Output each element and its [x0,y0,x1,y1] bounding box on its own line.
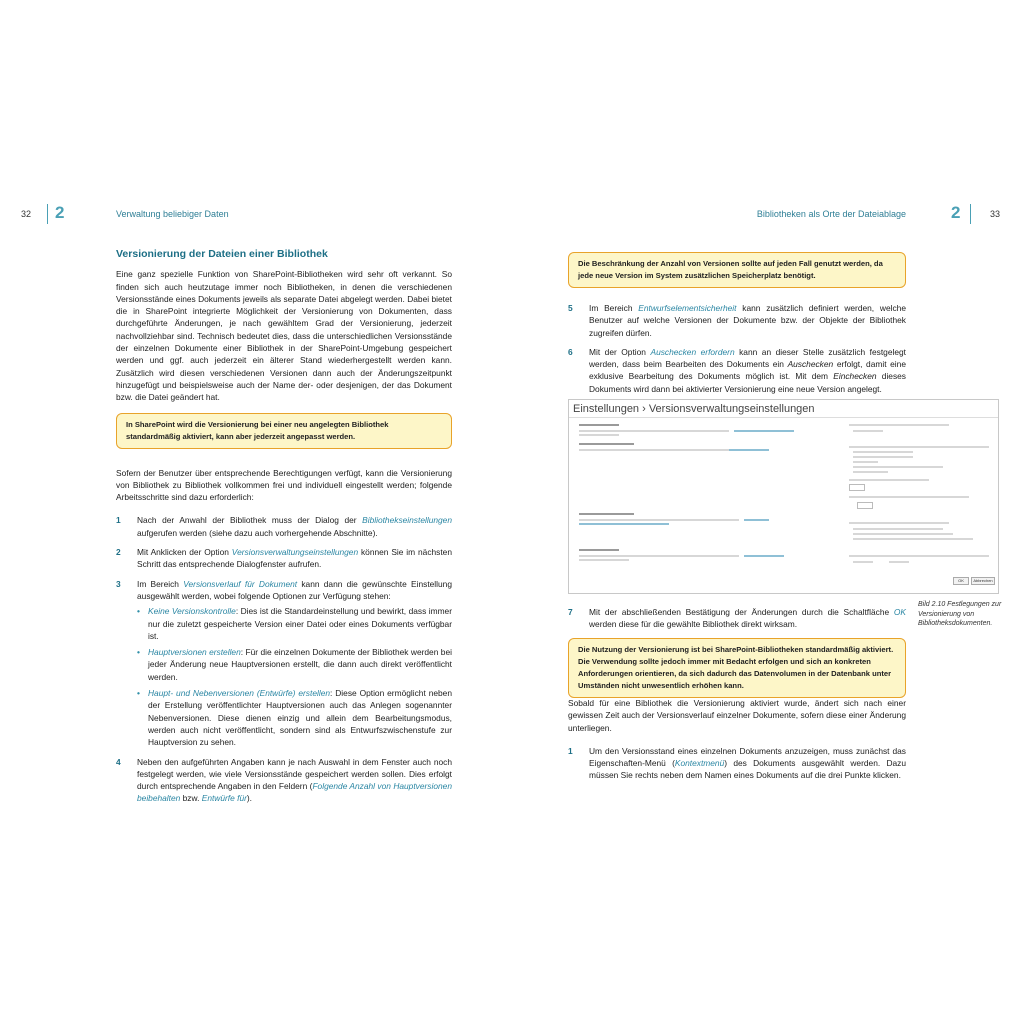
step-item: 1 Um den Versionsstand eines einzelnen Dokuments anzuzeigen, muss zunächst das Eigenschaften-Menü (Kontextmenü) des Dokuments ausgewählt werden. Dazu müssen Sie rechts neben dem Namen eines Dokuments auf die drei Punkte klicken. [568,745,907,781]
cancel-button[interactable]: Abbrechen [971,577,995,585]
page-number-right: 33 [990,209,1001,219]
figure-caption: Bild 2.10 Festlegungen zur Versionierung von Bibliotheksdokumenten. [918,601,1002,627]
step-item: 5 Im Bereich Entwurfselementsicherheit kann zusätzlich definiert werden, welche Benutzer auf welche Versionen der Dokumente bzw. der Objekte der Bibliothek zugreifen dürfen. [568,303,906,338]
ok-button[interactable]: OK [953,577,969,585]
option-item: • Haupt- und Nebenversionen (Entwürfe) erstellen: Diese Option ermöglicht neben der Erstellung veröffentlichter Hauptversionen auch das Anlegen sogenannter Nebenversionen. Diese dienen einzig und allein dem Bearbeitungsmodus, werden auch nicht veröffentlicht, sondern sind als Entwurfszwischenstufe zur Hauptversion zu sehen. [137,688,452,748]
step-item: 7 Mit der abschließenden Bestätigung der Änderungen durch die Schaltfläche OK werden diese für die gewählte Bibliothek direkt wirksam. [568,607,906,630]
right-steps-top [568,302,906,402]
link-versionsverwaltungseinstellungen: Versionsverwaltungseinstellungen [231,547,359,558]
header-divider-left [47,204,48,224]
step-item [116,756,452,805]
screenshot-title: Einstellungen › Versionsverwaltungseinstellungen [569,400,998,418]
intro-paragraph: Eine ganz spezielle Funktion von SharePoint-Bibliotheken wird sehr oft verkannt. So finden sich auch heutzutage immer noch Bibliotheken, in denen die verschiedenen Versionsstände eines Dokuments jeweils als separate Datei abgelegt werden. Dabei bietet die in SharePoint integrierte Möglichkeit der Versionierung von Dokumenten, dass durchgeführte Änderungen, je nach gewähltem Grad der Versionierung, jederzeit nachvollziehbar sind. Technisch bedeutet dies, dass die unterschiedlichen Versionsstände der einzelnen Dokumente einer Bibliothek in der SharePoint-Umgebung gespeichert werden und ggf. auch jederzeit ein älterer Stand wiederhergestellt werden kann. Zusätzlich wird diesen verschiedenen Versionen dann auch der Änderungszeitpunkt hinzugefügt und beispielsweise auch der Name der- oder desjenigen, der das Dokument bzw. die Datei geändert hat. [116,269,452,403]
section-title: Versionierung der Dateien einer Bibliothek [116,248,328,260]
step-number: 1 [116,515,121,526]
chapter-number-left: 2 [55,203,65,222]
step-number: 2 [116,547,121,558]
chapter-number-right: 2 [951,203,961,222]
option-item: • Hauptversionen erstellen: Für die einzelnen Dokumente der Bibliothek werden bei jeder Änderung neue Hauptversionen erstellt, die dann auch direkt veröffentlicht werden. [137,647,452,682]
page-number-left: 32 [21,209,32,219]
right-step7 [568,606,906,638]
link-bibliothekseinstellungen: Bibliothekseinstellungen [362,515,452,526]
step-item: 6 Mit der Option Auschecken erfordern kann an dieser Stelle zusätzlich festgelegt werden, dass beim Bearbeiten des Dokuments ein Auschecken erfolgt, damit eine exklusive Bearbeitung des Dokuments möglich ist. Mit dem Einchecken dieses Dokuments wird dann bei aktivierter Versionierung eine neue Version angelegt. [568,346,906,394]
screenshot-body [569,418,998,588]
bullet-icon: • [137,647,140,658]
running-head-right: Bibliotheken als Orte der Dateiablage [756,209,906,219]
step-number: 4 [116,756,121,767]
option-item: • Keine Versionskontrolle: Dies ist die Standardeinstellung und bewirkt, dass immer nur die zuletzt gespeicherte Version einer Datei oder eines Dokuments verfügbar ist. [137,606,452,641]
info-note-bottom: Die Nutzung der Versionierung ist bei SharePoint-Bibliotheken standardmäßig aktiviert. Die Verwendung sollte jedoch immer mit Bedacht erfolgen und sich an konkreten Anforderungen orientieren, da sich dadurch das Datenvolumen in der Datenbank unter Umständen nicht unwesentlich erhöhen kann. [568,638,906,698]
step-text: Nach der Anwahl der Bibliothek muss der Dialog der Bibliothekseinstellungen aufgerufen werden (siehe dazu auch vorhergehende Abschnitte). [137,515,452,538]
info-note-top: Die Beschränkung der Anzahl von Versionen sollte auf jeden Fall genutzt werden, da jede neue Version im System zusätzlichen Speicherplatz benötigt. [568,252,906,288]
step-text: Mit Anklicken der Option Versionsverwaltungseinstellungen können Sie im nächsten Schritt das entsprechende Dialogfenster aufrufen. [137,547,452,570]
step-number: 3 [116,578,121,589]
header-divider-right [970,204,971,224]
running-head-left: Verwaltung beliebiger Daten [116,209,229,219]
step-item [116,514,452,539]
berechtigung-paragraph: Sofern der Benutzer über entsprechende Berechtigungen verfügt, kann die Versionierung von Bibliothek zu Bibliothek vollkommen frei und individuell eingestellt werden; folgende Arbeitsschritte sind dazu erforderlich: [116,467,452,503]
bullet-icon: • [137,688,140,699]
step-text: Neben den aufgeführten Angaben kann je nach Auswahl in dem Fenster auch noch festgelegt werden, wie viele Versionsstände gespeichert werden sollen. Dies erfolgt durch entsprechende Angaben in den Feldern (Folgende Anzahl von Hauptversionen beibehalten bzw. Entwürfe für). [137,756,452,804]
versionsverlauf-paragraph: Sobald für eine Bibliothek die Versionierung aktiviert wurde, ändert sich nach einer gewissen Zeit auch der Versionsverlauf einzelner Dokumente, sofern diese einer Änderung unterliegen. [568,698,906,733]
link-versionsverlauf: Versionsverlauf für Dokument [183,578,298,589]
bullet-icon: • [137,606,140,617]
settings-screenshot [568,399,999,594]
info-note: In SharePoint wird die Versionierung bei einer neu angelegten Bibliothek standardmäßig aktiviert, kann aber jederzeit angepasst werden. [116,413,452,449]
left-column [116,248,452,812]
step-text: Im Bereich Versionsverlauf für Dokument kann dann die gewünschte Einstellung ausgewählt werden, wobei folgende Optionen zur Verfügung stehen: [137,578,452,601]
step-item [116,546,452,571]
right-column-bottom [568,697,906,789]
option-list [137,605,452,748]
step-item [116,578,452,603]
